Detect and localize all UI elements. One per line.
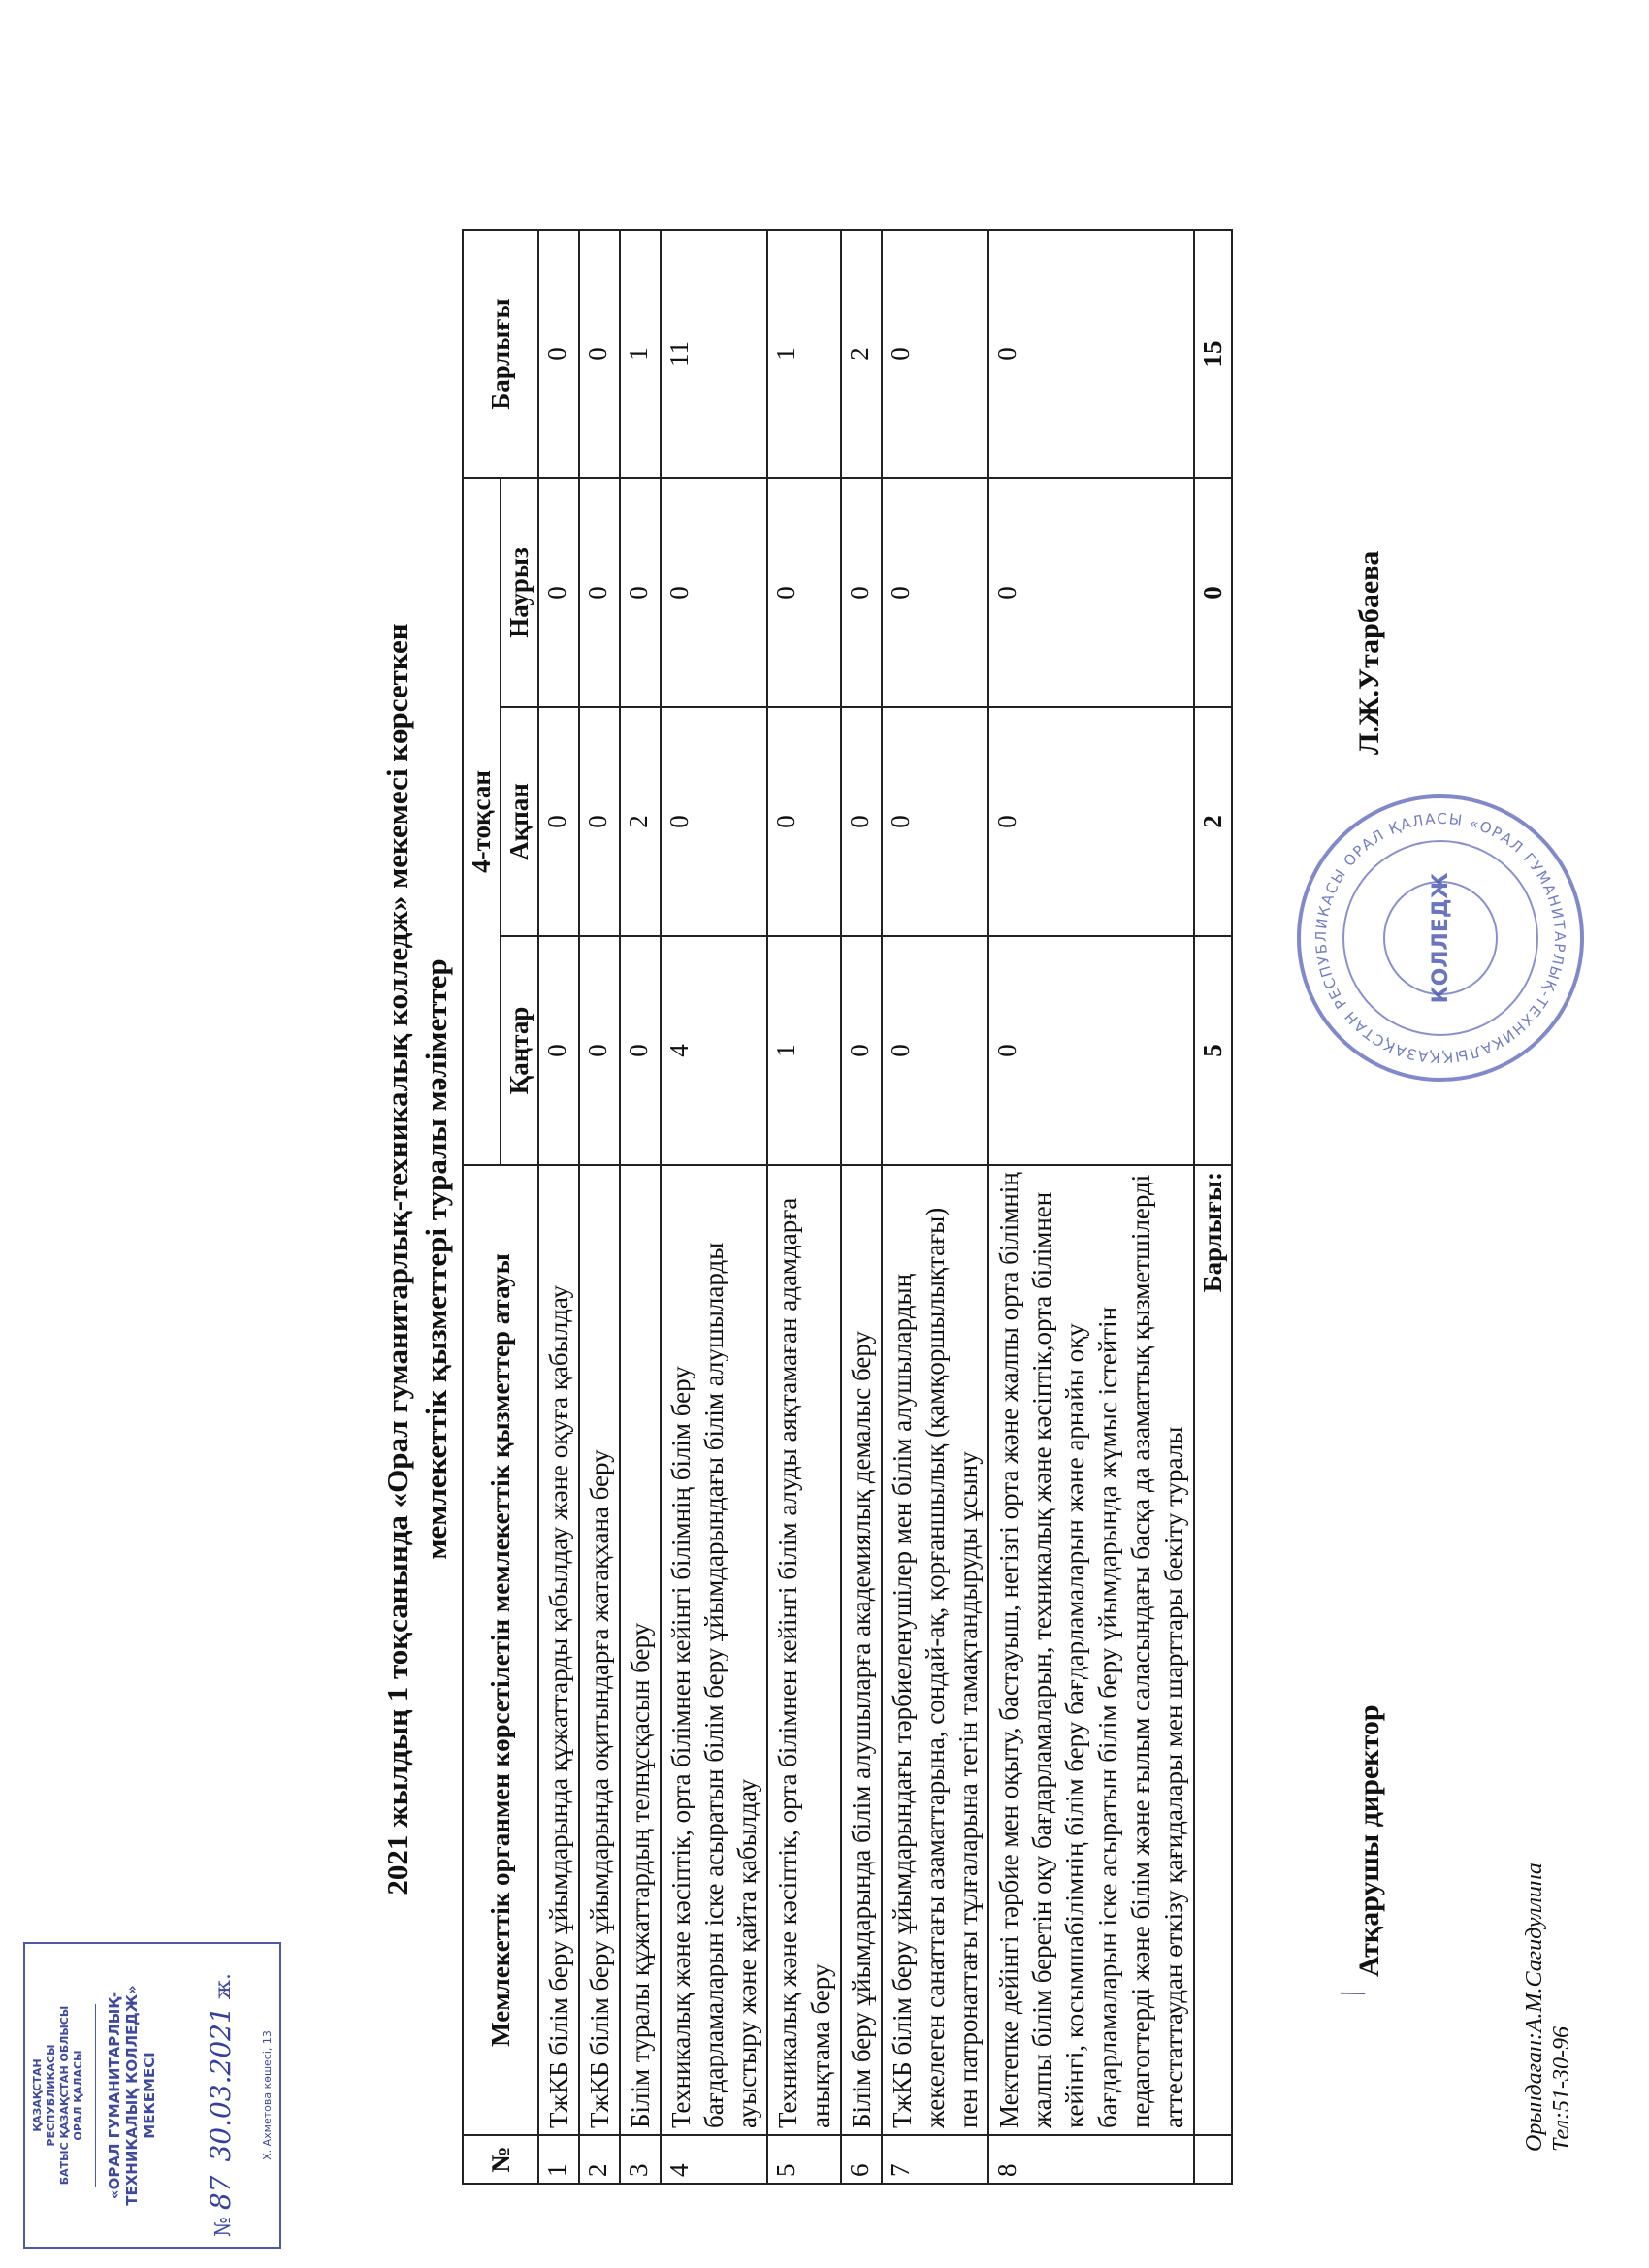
february-count: 0 [841,707,882,936]
header-service-name: Мемлекеттік органмен көрсетілетін мемлекеттік қызметтер атауы [463,1165,538,2135]
executor-info [1521,1863,1575,2152]
header-total: Барлығы [463,230,538,478]
service-name: Білім беру ұйымдарында білім алушыларға академиялық демалыс беру [841,1165,882,2135]
february-count: 0 [882,707,988,936]
stamp-year-suffix: ж. [211,1972,236,2000]
service-name: ТжКБ білім беру ұйымдарындағы тәрбиеленушілер мен білім алушылардың жекелеген санаттағы азаматтарына, сондай-ақ, қорғаншылық (қамқоршылықтағы) пен патронаттағы тұлғаларына тегін тамақтандыруды ұсыну [882,1165,988,2135]
services-table [462,229,1233,2185]
title-line: 2021 жылдың 1 тоқсанында «Орал гуманитарлық-техникалық колледж» мекемесі көрсеткен [380,623,414,1895]
february-count: 0 [767,707,841,936]
row-number: 2 [579,2135,620,2184]
january-count: 0 [988,936,1194,1165]
seal-ring-text: ҚАЗАҚСТАН РЕСПУБЛИКАСЫ ОРАЛ ҚАЛАСЫ «ОРАЛ ГУМАНИТАРЛЫҚ-ТЕХНИКАЛЫҚ [1311,809,1569,1067]
signatory-name: Л.Ж.Утарбаева [1353,550,1385,755]
stamp-number-label: № [211,2217,236,2237]
stamp-line: БАТЫС ҚАЗАҚСТАН ОБЛЫСЫ [58,2005,71,2186]
table-row [538,230,579,2184]
row-number: 3 [620,2135,661,2184]
executor-name: Орындаған:А.М.Сагидуллина [1522,1863,1547,2152]
header-quarter: 4-тоқсан [463,478,501,1165]
january-count: 0 [841,936,882,1165]
table-row [579,230,620,2184]
table-row [767,230,841,2184]
total-february: 2 [1194,707,1232,936]
january-count: 4 [661,936,767,1165]
row-total: 1 [767,230,841,478]
row-total: 1 [620,230,661,478]
january-count: 0 [882,936,988,1165]
march-count: 0 [661,478,767,707]
stamp-registration-line [205,1954,237,2237]
service-name: Білім туралы құжаттардың телнұсқасын беру [620,1165,661,2135]
row-number: 7 [882,2135,988,2184]
title-line: мемлекеттік қызметтері туралы мәліметтер [419,958,453,1560]
service-name: ТжКБ білім беру ұйымдарында құжаттарды қабылдау және оқуға қабылдау [538,1165,579,2135]
total-row-number-cell [1194,2135,1232,2184]
document-title [378,425,456,2093]
february-count: 0 [538,707,579,936]
header-month: Қаңтар [501,936,538,1165]
february-count: 0 [988,707,1194,936]
row-total: 0 [882,230,988,478]
table-row [841,230,882,2184]
table-row [661,230,767,2184]
service-name: ТжКБ білім беру ұйымдарында оқитындарға жатақхана беру [579,1165,620,2135]
total-march: 0 [1194,478,1232,707]
february-count: 0 [579,707,620,936]
signatory-role: Атқарушы директор [1353,1704,1385,1977]
row-total: 0 [988,230,1194,478]
stamp-line: ОРАЛ ҚАЛАСЫ [72,2050,84,2141]
seal-center-text: КОЛЛЕДЖ [1429,872,1453,1004]
stamp-number: 87 [205,2175,237,2211]
february-count: 0 [661,707,767,936]
march-count: 0 [841,478,882,707]
row-total: 2 [841,230,882,478]
header-month: Наурыз [501,478,538,707]
row-number: 1 [538,2135,579,2184]
stamp-divider [95,2004,96,2186]
march-count: 0 [620,478,661,707]
registration-stamp [23,1942,281,2249]
stamp-line: ҚАЗАҚСТАН [31,2058,44,2132]
march-count: 0 [882,478,988,707]
table-row [988,230,1194,2184]
service-name: Техникалық және кәсіптік, орта білімнен кейінгі білім алуды аяқтамаған адамдарға анықтама беру [767,1165,841,2135]
table-row [882,230,988,2184]
header-month: Ақпан [501,707,538,936]
table-header-row [463,230,501,2184]
january-count: 0 [579,936,620,1165]
row-number: 6 [841,2135,882,2184]
march-count: 0 [579,478,620,707]
row-total: 11 [661,230,767,478]
table-row [620,230,661,2184]
service-name: Техникалық және кәсіптік, орта білімнен кейінгі білімнің білім беру бағдарламаларын іске асыратын білім беру ұйымдарындағы білім алушыларды ауыстыру және қайта қабылдау [661,1165,767,2135]
january-count: 0 [538,936,579,1165]
stamp-address: Х. Ахметова көшесі, 13 [261,2030,274,2160]
signature-mark: / [1332,1983,1373,2004]
grand-total: 15 [1194,230,1232,478]
row-number: 4 [661,2135,767,2184]
table-total-row [1194,230,1232,2184]
header-number: № [463,2135,538,2184]
february-count: 2 [620,707,661,936]
executor-phone: Тел:51-30-96 [1549,2026,1574,2152]
january-count: 0 [620,936,661,1165]
stamp-date: 30.03.2021 [205,2006,237,2162]
row-total: 0 [538,230,579,478]
row-total: 0 [579,230,620,478]
march-count: 0 [538,478,579,707]
stamp-organization: «ОРАЛ ГУМАНИТАРЛЫҚ-ТЕХНИКАЛЫҚ КОЛЛЕДЖ» МЕКЕМЕСІ [106,1985,158,2206]
total-label: Барлығы: [1194,1165,1232,2135]
total-january: 5 [1194,936,1232,1165]
march-count: 0 [988,478,1194,707]
january-count: 1 [767,936,841,1165]
row-number: 8 [988,2135,1194,2184]
march-count: 0 [767,478,841,707]
row-number: 5 [767,2135,841,2184]
stamp-line: РЕСПУБЛИКАСЫ [45,2044,57,2147]
service-name: Мектепке дейінгі тәрбие мен оқыту, бастауыш, негізгі орта және жалпы орта білімнің жалпы білім беретін оқу бағдарламаларын, техникалық және кәсіптік,орта білімнен кейінгі, косымшабілімнің білім беру бағдарламаларын және арнайы оқу бағдарламаларын іске асыратын білім беру ұйымдарында жұмыс істейтін педагогтерді және білім және ғылым саласындағы басқа да азаматтық қызметшілерді аттестаттаудан өткізу қағидалары мен шарттары бекіту туралы [988,1165,1194,2135]
round-seal [1290,788,1591,1088]
seal-graphic [1290,788,1591,1088]
